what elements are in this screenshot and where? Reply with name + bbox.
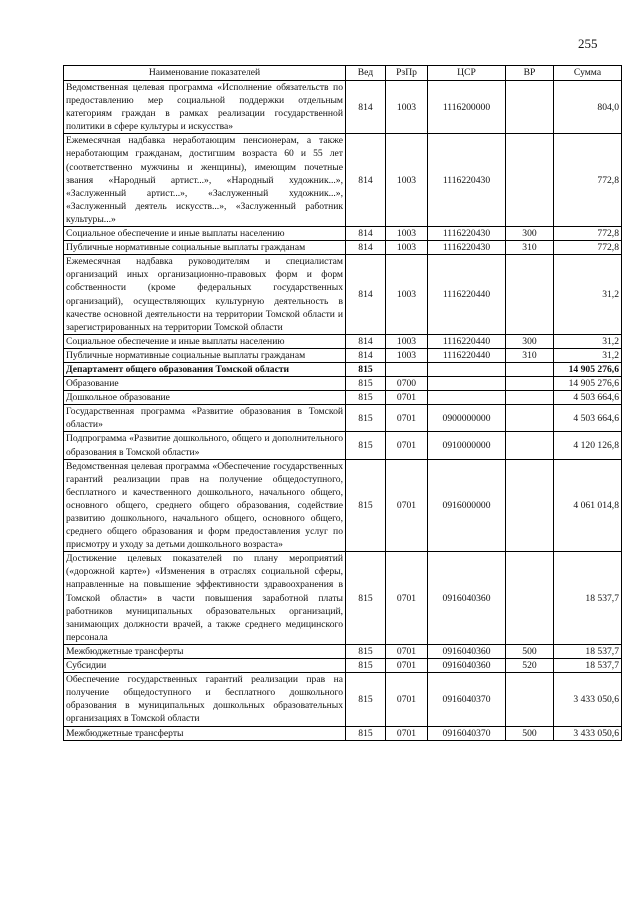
- cell-name: Субсидии: [64, 659, 346, 673]
- cell-csr: 0916040360: [428, 659, 506, 673]
- cell-sum: 14 905 276,6: [554, 377, 622, 391]
- cell-csr: 1116220430: [428, 227, 506, 241]
- cell-ved: 814: [346, 255, 386, 335]
- cell-sum: 3 433 050,6: [554, 673, 622, 726]
- table-body: [64, 81, 622, 741]
- cell-name: Дошкольное образование: [64, 391, 346, 405]
- cell-sum: 31,2: [554, 348, 622, 362]
- cell-name: Публичные нормативные социальные выплаты гражданам: [64, 241, 346, 255]
- cell-sum: 31,2: [554, 334, 622, 348]
- cell-vr: [506, 459, 554, 552]
- cell-ved: 814: [346, 348, 386, 362]
- cell-vr: [506, 552, 554, 645]
- header-csr: ЦСР: [428, 66, 506, 81]
- cell-vr: 310: [506, 241, 554, 255]
- cell-vr: 310: [506, 348, 554, 362]
- cell-csr: 1116220440: [428, 348, 506, 362]
- cell-vr: [506, 255, 554, 335]
- table-row: [64, 241, 622, 255]
- cell-rzpr: 0701: [386, 432, 428, 459]
- table-row: [64, 726, 622, 740]
- header-ved: Вед: [346, 66, 386, 81]
- cell-ved: 815: [346, 644, 386, 658]
- cell-vr: [506, 134, 554, 227]
- cell-sum: 804,0: [554, 81, 622, 134]
- cell-name: Публичные нормативные социальные выплаты гражданам: [64, 348, 346, 362]
- cell-name: Ежемесячная надбавка неработающим пенсионерам, а также неработающим гражданам, достигшим возраста 60 и 55 лет (соответственно мужчины и женщины), имеющим почетные звания «Народный артист...», «Народный художник...», «Заслуженный артист...», «Заслуженный художник...», «Заслуженный деятель искусств...», «Заслуженный работник культуры...»: [64, 134, 346, 227]
- cell-vr: [506, 391, 554, 405]
- budget-table: [63, 65, 622, 741]
- cell-csr: 0916040370: [428, 726, 506, 740]
- cell-ved: 815: [346, 377, 386, 391]
- cell-csr: 0910000000: [428, 432, 506, 459]
- cell-name: Ведомственная целевая программа «Исполнение обязательств по предоставлению мер социальной поддержки отдельным категориям граждан в рамках реализации государственной политики в сфере культуры и искусства»: [64, 81, 346, 134]
- cell-sum: 18 537,7: [554, 552, 622, 645]
- cell-vr: 300: [506, 227, 554, 241]
- cell-ved: 815: [346, 726, 386, 740]
- cell-ved: 815: [346, 391, 386, 405]
- cell-sum: 4 503 664,6: [554, 405, 622, 432]
- cell-ved: 814: [346, 334, 386, 348]
- cell-rzpr: [386, 362, 428, 376]
- cell-csr: 1116200000: [428, 81, 506, 134]
- cell-csr: 0916040360: [428, 552, 506, 645]
- cell-vr: [506, 81, 554, 134]
- cell-ved: 815: [346, 405, 386, 432]
- cell-rzpr: 1003: [386, 81, 428, 134]
- cell-name: Социальное обеспечение и иные выплаты населению: [64, 334, 346, 348]
- cell-csr: 1116220440: [428, 334, 506, 348]
- table-row: [64, 673, 622, 726]
- cell-name: Ежемесячная надбавка руководителям и специалистам организаций иных организационно-правовых форм и форм собственности (кроме федеральных государственных организаций), осуществляющих культурную деятельность в качестве основной деятельности на территории Томской области и зарегистрированных на территории Томской области: [64, 255, 346, 335]
- cell-sum: 31,2: [554, 255, 622, 335]
- header-rzpr: РзПр: [386, 66, 428, 81]
- cell-sum: 4 120 126,8: [554, 432, 622, 459]
- cell-rzpr: 0701: [386, 391, 428, 405]
- cell-sum: 772,8: [554, 227, 622, 241]
- cell-ved: 814: [346, 81, 386, 134]
- cell-ved: 815: [346, 459, 386, 552]
- cell-csr: 1116220430: [428, 134, 506, 227]
- cell-name: Социальное обеспечение и иные выплаты населению: [64, 227, 346, 241]
- cell-name: Образование: [64, 377, 346, 391]
- cell-name: Государственная программа «Развитие образования в Томской области»: [64, 405, 346, 432]
- table-row: [64, 552, 622, 645]
- cell-ved: 814: [346, 241, 386, 255]
- cell-vr: [506, 405, 554, 432]
- cell-ved: 815: [346, 552, 386, 645]
- table-row: [64, 391, 622, 405]
- cell-name: Подпрограмма «Развитие дошкольного, общего и дополнительного образования в Томской области»: [64, 432, 346, 459]
- cell-csr: 1116220440: [428, 255, 506, 335]
- cell-vr: 300: [506, 334, 554, 348]
- cell-rzpr: 1003: [386, 241, 428, 255]
- cell-rzpr: 1003: [386, 334, 428, 348]
- cell-vr: 500: [506, 644, 554, 658]
- table-row: [64, 659, 622, 673]
- cell-csr: [428, 362, 506, 376]
- cell-rzpr: 0701: [386, 644, 428, 658]
- cell-sum: 772,8: [554, 241, 622, 255]
- cell-ved: 814: [346, 134, 386, 227]
- cell-name: Достижение целевых показателей по плану мероприятий («дорожной карте») «Изменения в отраслях социальной сферы, направленные на повышение эффективности здравоохранения в Томской области» в части повышения заработной платы работников муниципальных образовательных организаций, занимающих должности врачей, а также среднего медицинского персонала: [64, 552, 346, 645]
- table-row: [64, 644, 622, 658]
- cell-rzpr: 0701: [386, 405, 428, 432]
- cell-sum: 18 537,7: [554, 644, 622, 658]
- page-number: 255: [578, 36, 598, 51]
- cell-rzpr: 1003: [386, 227, 428, 241]
- cell-ved: 815: [346, 362, 386, 376]
- cell-rzpr: 0701: [386, 726, 428, 740]
- cell-rzpr: 1003: [386, 255, 428, 335]
- cell-vr: 500: [506, 726, 554, 740]
- cell-csr: 0900000000: [428, 405, 506, 432]
- cell-vr: [506, 432, 554, 459]
- cell-name: Департамент общего образования Томской области: [64, 362, 346, 376]
- cell-rzpr: 1003: [386, 134, 428, 227]
- table-row: [64, 255, 622, 335]
- cell-sum: 14 905 276,6: [554, 362, 622, 376]
- header-vr: ВР: [506, 66, 554, 81]
- cell-ved: 815: [346, 659, 386, 673]
- cell-vr: [506, 673, 554, 726]
- cell-name: Обеспечение государственных гарантий реализации прав на получение общедоступного и бесплатного дошкольного образования в муниципальных дошкольных образовательных организациях в Томской области: [64, 673, 346, 726]
- header-sum: Сумма: [554, 66, 622, 81]
- cell-rzpr: 0701: [386, 552, 428, 645]
- cell-sum: 772,8: [554, 134, 622, 227]
- cell-rzpr: 0701: [386, 459, 428, 552]
- cell-csr: 0916040370: [428, 673, 506, 726]
- cell-sum: 3 433 050,6: [554, 726, 622, 740]
- table-row: [64, 227, 622, 241]
- cell-rzpr: 1003: [386, 348, 428, 362]
- cell-ved: 814: [346, 227, 386, 241]
- cell-name: Межбюджетные трансферты: [64, 726, 346, 740]
- cell-csr: 0916000000: [428, 459, 506, 552]
- cell-vr: [506, 362, 554, 376]
- cell-csr: 0916040360: [428, 644, 506, 658]
- cell-sum: 4 061 014,8: [554, 459, 622, 552]
- cell-csr: [428, 377, 506, 391]
- table-row: [64, 459, 622, 552]
- cell-csr: 1116220430: [428, 241, 506, 255]
- table-row: [64, 348, 622, 362]
- cell-sum: 4 503 664,6: [554, 391, 622, 405]
- cell-vr: [506, 377, 554, 391]
- table-row: [64, 362, 622, 376]
- header-name: Наименование показателей: [64, 66, 346, 81]
- table-row: [64, 134, 622, 227]
- table-row: [64, 81, 622, 134]
- cell-vr: 520: [506, 659, 554, 673]
- cell-rzpr: 0701: [386, 659, 428, 673]
- table-row: [64, 432, 622, 459]
- cell-name: Ведомственная целевая программа «Обеспечение государственных гарантий реализации прав на получение общедоступного, бесплатного и качественного дошкольного, начального общего, основного общего, среднего общего образования, содействие развитию дошкольного, начального общего, основного общего, среднего общего образования и форм предоставления услуг по присмотру и уходу за детьми дошкольного возраста»: [64, 459, 346, 552]
- cell-ved: 815: [346, 673, 386, 726]
- cell-ved: 815: [346, 432, 386, 459]
- table-row: [64, 405, 622, 432]
- table-row: [64, 377, 622, 391]
- cell-name: Межбюджетные трансферты: [64, 644, 346, 658]
- table-header-row: [64, 66, 622, 81]
- cell-rzpr: 0701: [386, 673, 428, 726]
- cell-sum: 18 537,7: [554, 659, 622, 673]
- cell-csr: [428, 391, 506, 405]
- table-row: [64, 334, 622, 348]
- cell-rzpr: 0700: [386, 377, 428, 391]
